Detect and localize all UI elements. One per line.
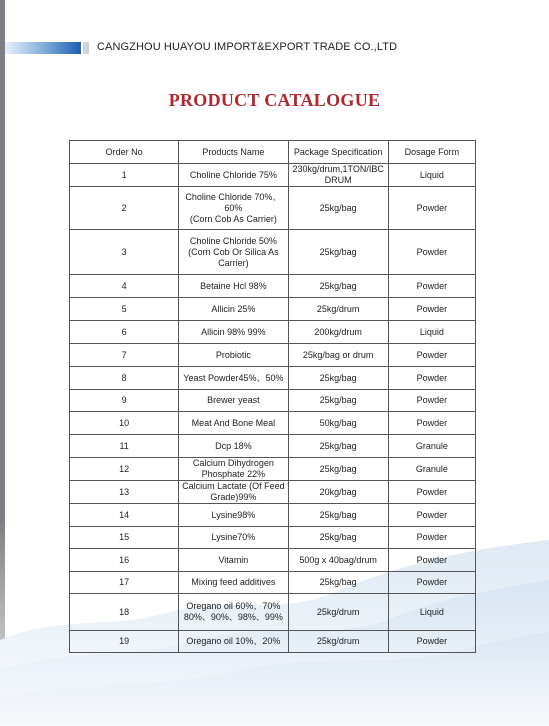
row-dosage-form: Powder	[388, 275, 475, 298]
row-product-name: Calcium Dihydrogen Phosphate 22%	[179, 458, 288, 481]
table-row	[70, 572, 476, 594]
header-package-spec: Package Specification	[288, 141, 388, 164]
table-row	[70, 344, 476, 367]
product-name-line2: (Corn Cob As Carrier)	[189, 213, 277, 224]
row-dosage-form: Powder	[388, 481, 475, 504]
row-order-no: 7	[70, 344, 179, 367]
row-order-no: 3	[70, 230, 179, 275]
table-row	[70, 390, 476, 412]
row-package: 25kg/drum	[288, 631, 388, 653]
row-dosage-form: Liquid	[388, 594, 475, 631]
row-package: 50kg/bag	[288, 412, 388, 435]
row-dosage-form: Granule	[388, 435, 475, 458]
row-product-name: Oregano oil 10%、20%	[179, 631, 288, 653]
row-dosage-form: Powder	[388, 504, 475, 527]
row-order-no: 13	[70, 481, 179, 504]
row-dosage-form: Powder	[388, 390, 475, 412]
row-product-name: Lysine70%	[179, 527, 288, 549]
table-row	[70, 458, 476, 481]
row-order-no: 18	[70, 594, 179, 631]
company-name: CANGZHOU HUAYOU IMPORT&EXPORT TRADE CO.,LTD	[97, 41, 398, 53]
row-dosage-form: Granule	[388, 458, 475, 481]
row-package: 25kg/bag	[288, 187, 388, 230]
row-dosage-form: Powder	[388, 527, 475, 549]
row-product-name	[179, 187, 288, 230]
row-order-no: 17	[70, 572, 179, 594]
row-package: 500g x 40bag/drum	[288, 549, 388, 572]
row-product-name	[179, 230, 288, 275]
row-dosage-form: Powder	[388, 367, 475, 390]
product-name-line2: 80%、90%、98%、99%	[183, 612, 283, 622]
table-row	[70, 435, 476, 458]
row-order-no: 8	[70, 367, 179, 390]
row-dosage-form: Powder	[388, 344, 475, 367]
row-order-no: 9	[70, 390, 179, 412]
row-package: 25kg/drum	[288, 298, 388, 321]
table-header-row	[70, 141, 476, 164]
header-dosage-form: Dosage Form	[388, 141, 475, 164]
row-product-name: Mixing feed additives	[179, 572, 288, 594]
header-accent-bar	[5, 42, 81, 54]
table-row	[70, 504, 476, 527]
table-row	[70, 367, 476, 390]
table-row	[70, 412, 476, 435]
product-name-line1: Choline Chloride 50%	[189, 235, 277, 246]
row-package: 25kg/bag	[288, 504, 388, 527]
row-dosage-form: Powder	[388, 549, 475, 572]
row-product-name: Allicin 98% 99%	[179, 321, 288, 344]
row-package: 25kg/bag	[288, 275, 388, 298]
row-package: 200kg/drum	[288, 321, 388, 344]
row-dosage-form: Powder	[388, 187, 475, 230]
product-table	[69, 140, 476, 653]
header-products-name: Products Name	[179, 141, 288, 164]
row-order-no: 6	[70, 321, 179, 344]
row-package: 25kg/bag	[288, 367, 388, 390]
table-row	[70, 187, 476, 230]
row-order-no: 19	[70, 631, 179, 653]
row-package: 25kg/bag	[288, 527, 388, 549]
row-product-name: Allicin 25%	[179, 298, 288, 321]
row-order-no: 14	[70, 504, 179, 527]
row-order-no: 4	[70, 275, 179, 298]
row-product-name: Brewer yeast	[179, 390, 288, 412]
row-package: 20kg/bag	[288, 481, 388, 504]
row-order-no: 11	[70, 435, 179, 458]
row-order-no: 2	[70, 187, 179, 230]
row-package: 25kg/bag	[288, 230, 388, 275]
row-product-name: Choline Chloride 75%	[179, 164, 288, 187]
row-package: 25kg/bag	[288, 572, 388, 594]
row-product-name: Calcium Lactate (Of Feed Grade)99%	[179, 481, 288, 504]
row-dosage-form: Liquid	[388, 321, 475, 344]
row-order-no: 1	[70, 164, 179, 187]
table-row	[70, 298, 476, 321]
table-row	[70, 164, 476, 187]
product-name-line1: Choline Chloride 70%、60%	[185, 191, 282, 213]
row-dosage-form: Powder	[388, 572, 475, 594]
row-product-name: Yeast Powder45%、50%	[179, 367, 288, 390]
row-package: 25kg/drum	[288, 594, 388, 631]
row-product-name: Lysine98%	[179, 504, 288, 527]
row-package: 25kg/bag or drum	[288, 344, 388, 367]
row-package: 230kg/drum,1TON/IBC DRUM	[288, 164, 388, 187]
table-row	[70, 321, 476, 344]
row-package: 25kg/bag	[288, 435, 388, 458]
row-dosage-form: Powder	[388, 631, 475, 653]
row-product-name: Dcp 18%	[179, 435, 288, 458]
table-row	[70, 481, 476, 504]
row-order-no: 10	[70, 412, 179, 435]
row-dosage-form: Liquid	[388, 164, 475, 187]
table-row	[70, 549, 476, 572]
row-product-name	[179, 594, 288, 631]
row-order-no: 12	[70, 458, 179, 481]
row-order-no: 16	[70, 549, 179, 572]
row-dosage-form: Powder	[388, 298, 475, 321]
row-order-no: 15	[70, 527, 179, 549]
row-product-name: Vitamin	[179, 549, 288, 572]
page-title: PRODUCT CATALOGUE	[168, 90, 381, 110]
product-name-line2: (Corn Cob Or Silica As Carrier)	[188, 246, 279, 268]
table-row	[70, 275, 476, 298]
row-dosage-form: Powder	[388, 230, 475, 275]
row-product-name: Betaine Hcl 98%	[179, 275, 288, 298]
table-row	[70, 594, 476, 631]
header-order-no: Order No	[70, 141, 179, 164]
row-package: 25kg/bag	[288, 458, 388, 481]
product-name-line1: Oregano oil 60%、70%	[186, 601, 281, 611]
header-separator	[83, 42, 89, 54]
row-product-name: Meat And Bone Meal	[179, 412, 288, 435]
row-package: 25kg/bag	[288, 390, 388, 412]
row-order-no: 5	[70, 298, 179, 321]
table-row	[70, 631, 476, 653]
table-row	[70, 230, 476, 275]
row-product-name: Probiotic	[179, 344, 288, 367]
table-row	[70, 527, 476, 549]
row-dosage-form: Powder	[388, 412, 475, 435]
